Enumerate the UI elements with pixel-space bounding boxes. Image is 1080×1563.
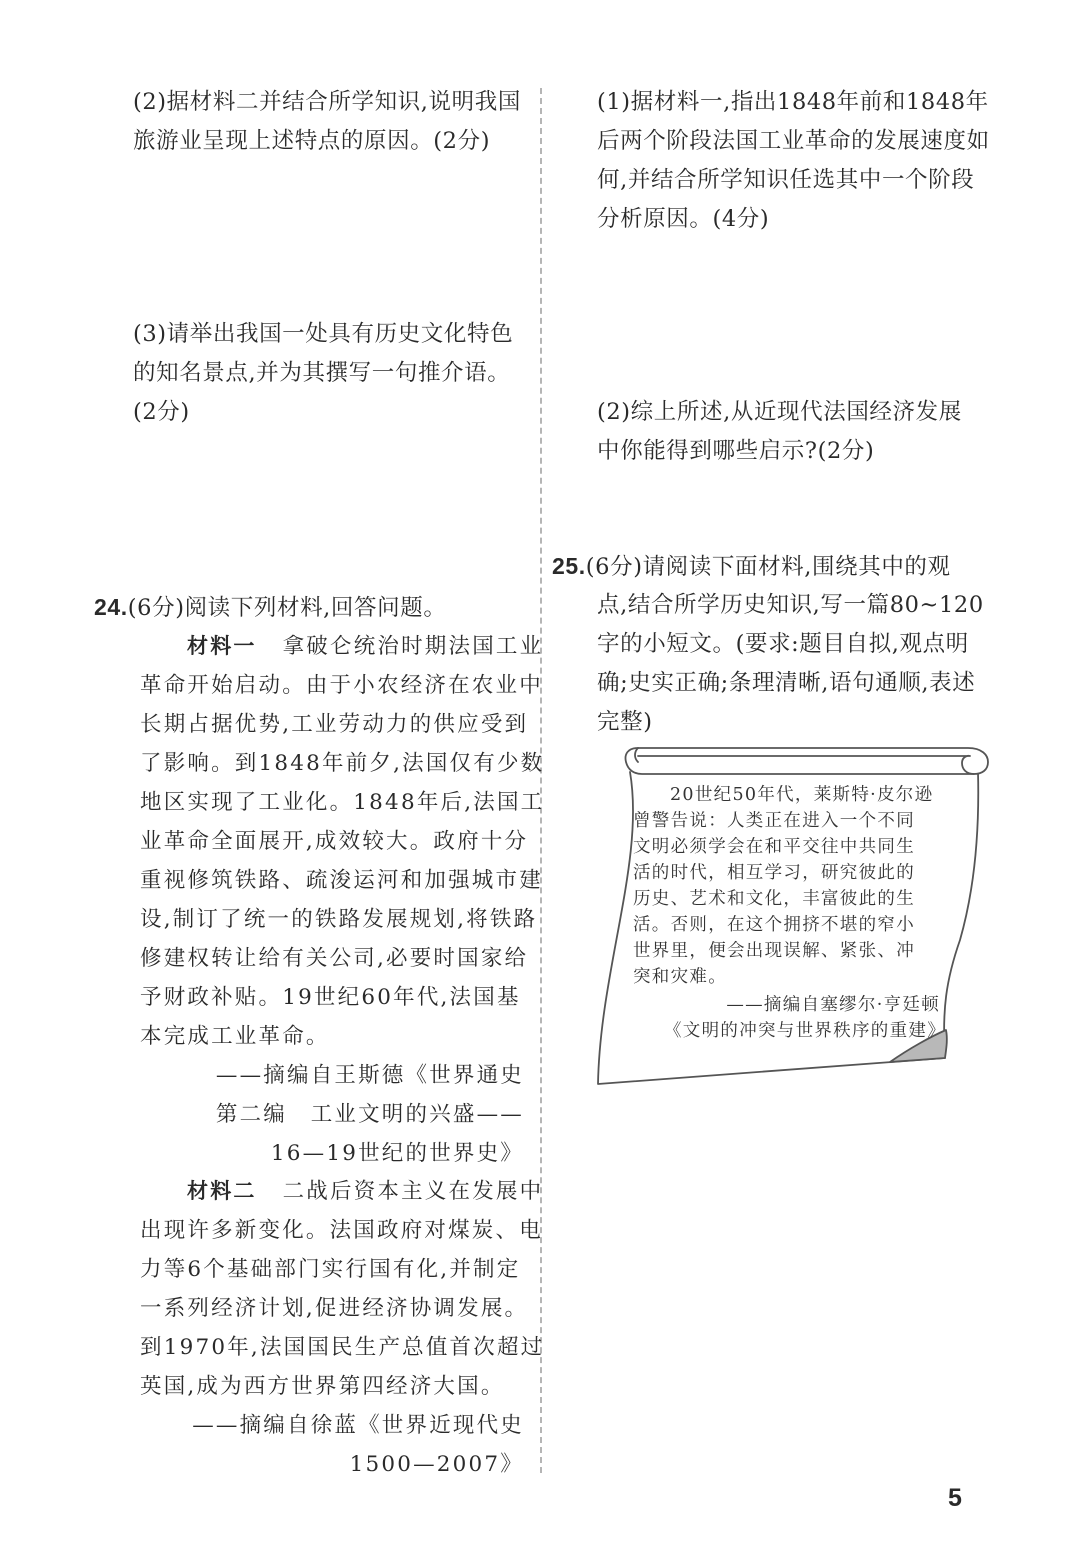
q24-dot: .	[120, 594, 128, 620]
material-1-first-line	[187, 627, 543, 666]
material-2-line-6: 英国,成为西方世界第四经济大国。	[140, 1374, 505, 1399]
material-1-source-1: ——摘编自王斯德《世界通史	[215, 1063, 524, 1088]
scroll-line-3: 文明必须学会在和平交往中共同生	[633, 837, 915, 857]
left-q2-line-2: 旅游业呈现上述特点的原因。(2分)	[133, 128, 491, 154]
q24-intro: (6分)阅读下列材料,回答问题。	[127, 595, 447, 621]
scroll-line-8: 突和灾难。	[633, 967, 727, 987]
scroll-source-2: 《文明的冲突与世界秩序的重建》	[664, 1021, 946, 1041]
scroll-line-5: 历史、艺术和文化，丰富彼此的生	[633, 889, 915, 909]
right-q1-line-4: 分析原因。(4分)	[597, 206, 770, 232]
q25-number: 25	[552, 553, 579, 579]
q25-line-5: 完整)	[597, 709, 653, 735]
material-2-line-5: 到1970年,法国国民生产总值首次超过	[140, 1335, 545, 1360]
scroll-line-2: 曾警告说：人类正在进入一个不同	[633, 811, 915, 831]
material-1-line-7: 重视修筑铁路、疏浚运河和加强城市建	[140, 868, 543, 893]
material-2-line-2: 出现许多新变化。法国政府对煤炭、电	[140, 1218, 543, 1243]
q24-number: 24	[94, 594, 121, 620]
q25-line-1	[552, 547, 951, 587]
scroll-line-1: 20世纪50年代，莱斯特·皮尔逊	[670, 785, 934, 805]
right-q2-line-1: (2)综上所述,从近现代法国经济发展	[597, 399, 962, 425]
left-q2-line-1: (2)据材料二并结合所学知识,说明我国	[133, 89, 521, 115]
right-q1-line-1: (1)据材料一,指出1848年前和1848年	[597, 89, 989, 115]
q25-line-3: 字的小短文。(要求:题目自拟,观点明	[597, 631, 969, 657]
material-1-label: 材料一	[187, 634, 257, 658]
material-1-line-5: 地区实现了工业化。1848年后,法国工	[140, 790, 545, 815]
left-q3-line-3: (2分)	[133, 399, 190, 425]
material-1-source-3: 16—19世纪的世界史》	[270, 1141, 524, 1166]
material-1-line-6: 业革命全面展开,成效较大。政府十分	[140, 829, 529, 854]
material-1-line-11: 本完成工业革命。	[140, 1024, 330, 1049]
material-1-line-4: 了影响。到1848年前夕,法国仅有少数	[140, 751, 545, 776]
material-1-line-9: 修建权转让给有关公司,必要时国家给	[140, 946, 529, 971]
material-2-source-2: 1500—2007》	[349, 1452, 524, 1477]
scroll-line-7: 世界里，便会出现误解、紧张、冲	[633, 941, 915, 961]
right-q2-line-2: 中你能得到哪些启示?(2分)	[597, 438, 875, 464]
scroll-line-4: 活的时代，相互学习，研究彼此的	[633, 863, 915, 883]
right-q1-line-3: 何,并结合所学知识任选其中一个阶段	[597, 167, 975, 193]
material-1-line-10: 予财政补贴。19世纪60年代,法国基	[140, 985, 521, 1010]
q24-header	[94, 588, 446, 628]
material-2-first-line	[187, 1172, 543, 1211]
material-1-line-2: 革命开始启动。由于小农经济在农业中	[140, 673, 543, 698]
left-q3-line-1: (3)请举出我国一处具有历史文化特色	[133, 321, 514, 347]
material-2-line-3: 力等6个基础部门实行国有化,并制定	[140, 1257, 521, 1282]
material-1-line-1: 拿破仑统治时期法国工业	[282, 634, 544, 659]
material-1-source-2: 第二编 工业文明的兴盛——	[215, 1102, 524, 1127]
material-2-line-4: 一系列经济计划,促进经济协调发展。	[140, 1296, 529, 1321]
material-1-line-8: 设,制订了统一的铁路发展规划,将铁路	[140, 907, 538, 932]
left-q3-line-2: 的知名景点,并为其撰写一句推介语。	[133, 360, 511, 386]
q25-line-1-text: (6分)请阅读下面材料,围绕其中的观	[585, 554, 951, 580]
material-1-line-3: 长期占据优势,工业劳动力的供应受到	[140, 712, 529, 737]
q25-line-2: 点,结合所学历史知识,写一篇80~120	[597, 592, 984, 618]
scroll-line-6: 活。否则，在这个拥挤不堪的窄小	[633, 915, 915, 935]
page-number: 5	[948, 1484, 962, 1512]
material-2-line-1: 二战后资本主义在发展中	[282, 1179, 544, 1204]
right-q1-line-2: 后两个阶段法国工业革命的发展速度如	[597, 128, 990, 154]
material-2-label: 材料二	[187, 1179, 257, 1203]
scroll-source-1: ——摘编自塞缪尔·亨廷顿	[726, 995, 940, 1015]
q25-dot: .	[578, 553, 586, 579]
q25-line-4: 确;史实正确;条理清晰,语句通顺,表述	[597, 670, 976, 696]
material-2-source-1: ——摘编自徐蓝《世界近现代史	[192, 1413, 524, 1438]
